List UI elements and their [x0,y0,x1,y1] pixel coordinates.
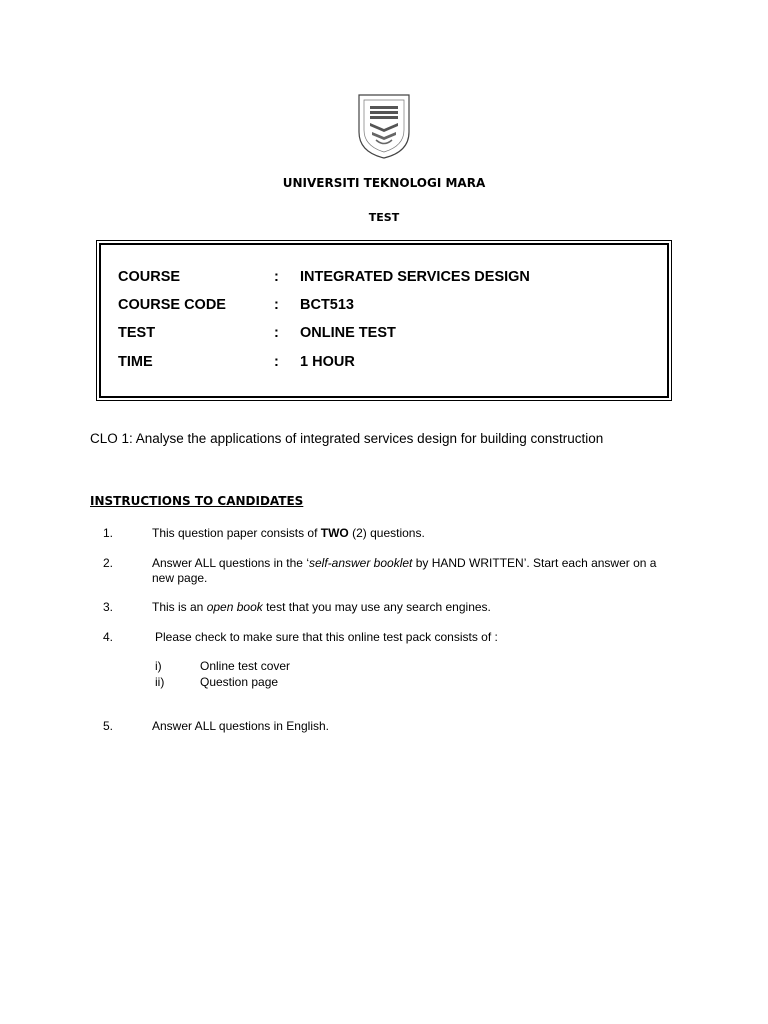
item-number: 5. [103,719,114,733]
item-number: 4. [103,630,114,644]
info-colon: : [274,269,279,285]
university-crest-logo [356,92,412,160]
item-text: Please check to make sure that this online test pack consists of : [155,630,498,644]
course-info-box [96,240,672,401]
info-label: TEST [118,325,156,341]
item-text: This question paper consists of TWO (2) questions. [152,526,425,540]
info-value: BCT513 [300,297,354,313]
sub-item-number: ii) [155,675,165,689]
item-number: 3. [103,600,114,614]
course-learning-outcome: CLO 1: Analyse the applications of integrated services design for building construction [90,431,604,446]
item-number: 1. [103,526,114,540]
item-text: Answer ALL questions in the ‘self-answer booklet by HAND WRITTEN’. Start each answer on a new page. [152,556,657,585]
info-label: COURSE CODE [118,297,226,313]
info-colon: : [274,354,279,370]
info-label: COURSE [118,269,181,285]
sub-item-number: i) [155,659,162,673]
info-label: TIME [118,354,153,370]
item-number: 2. [103,556,114,570]
test-title: TEST [368,211,400,224]
instructions-heading: INSTRUCTIONS TO CANDIDATES [90,494,304,508]
info-value: 1 HOUR [300,354,355,370]
sub-item-text: Online test cover [200,659,291,673]
sub-item-text: Question page [200,675,279,689]
info-colon: : [274,325,279,341]
item-text: This is an open book test that you may use any search engines. [152,600,491,614]
university-name: UNIVERSITI TEKNOLOGI MARA [282,176,486,190]
item-text: Answer ALL questions in English. [152,719,329,733]
info-colon: : [274,297,279,313]
info-value: INTEGRATED SERVICES DESIGN [300,269,530,285]
info-value: ONLINE TEST [300,325,396,341]
